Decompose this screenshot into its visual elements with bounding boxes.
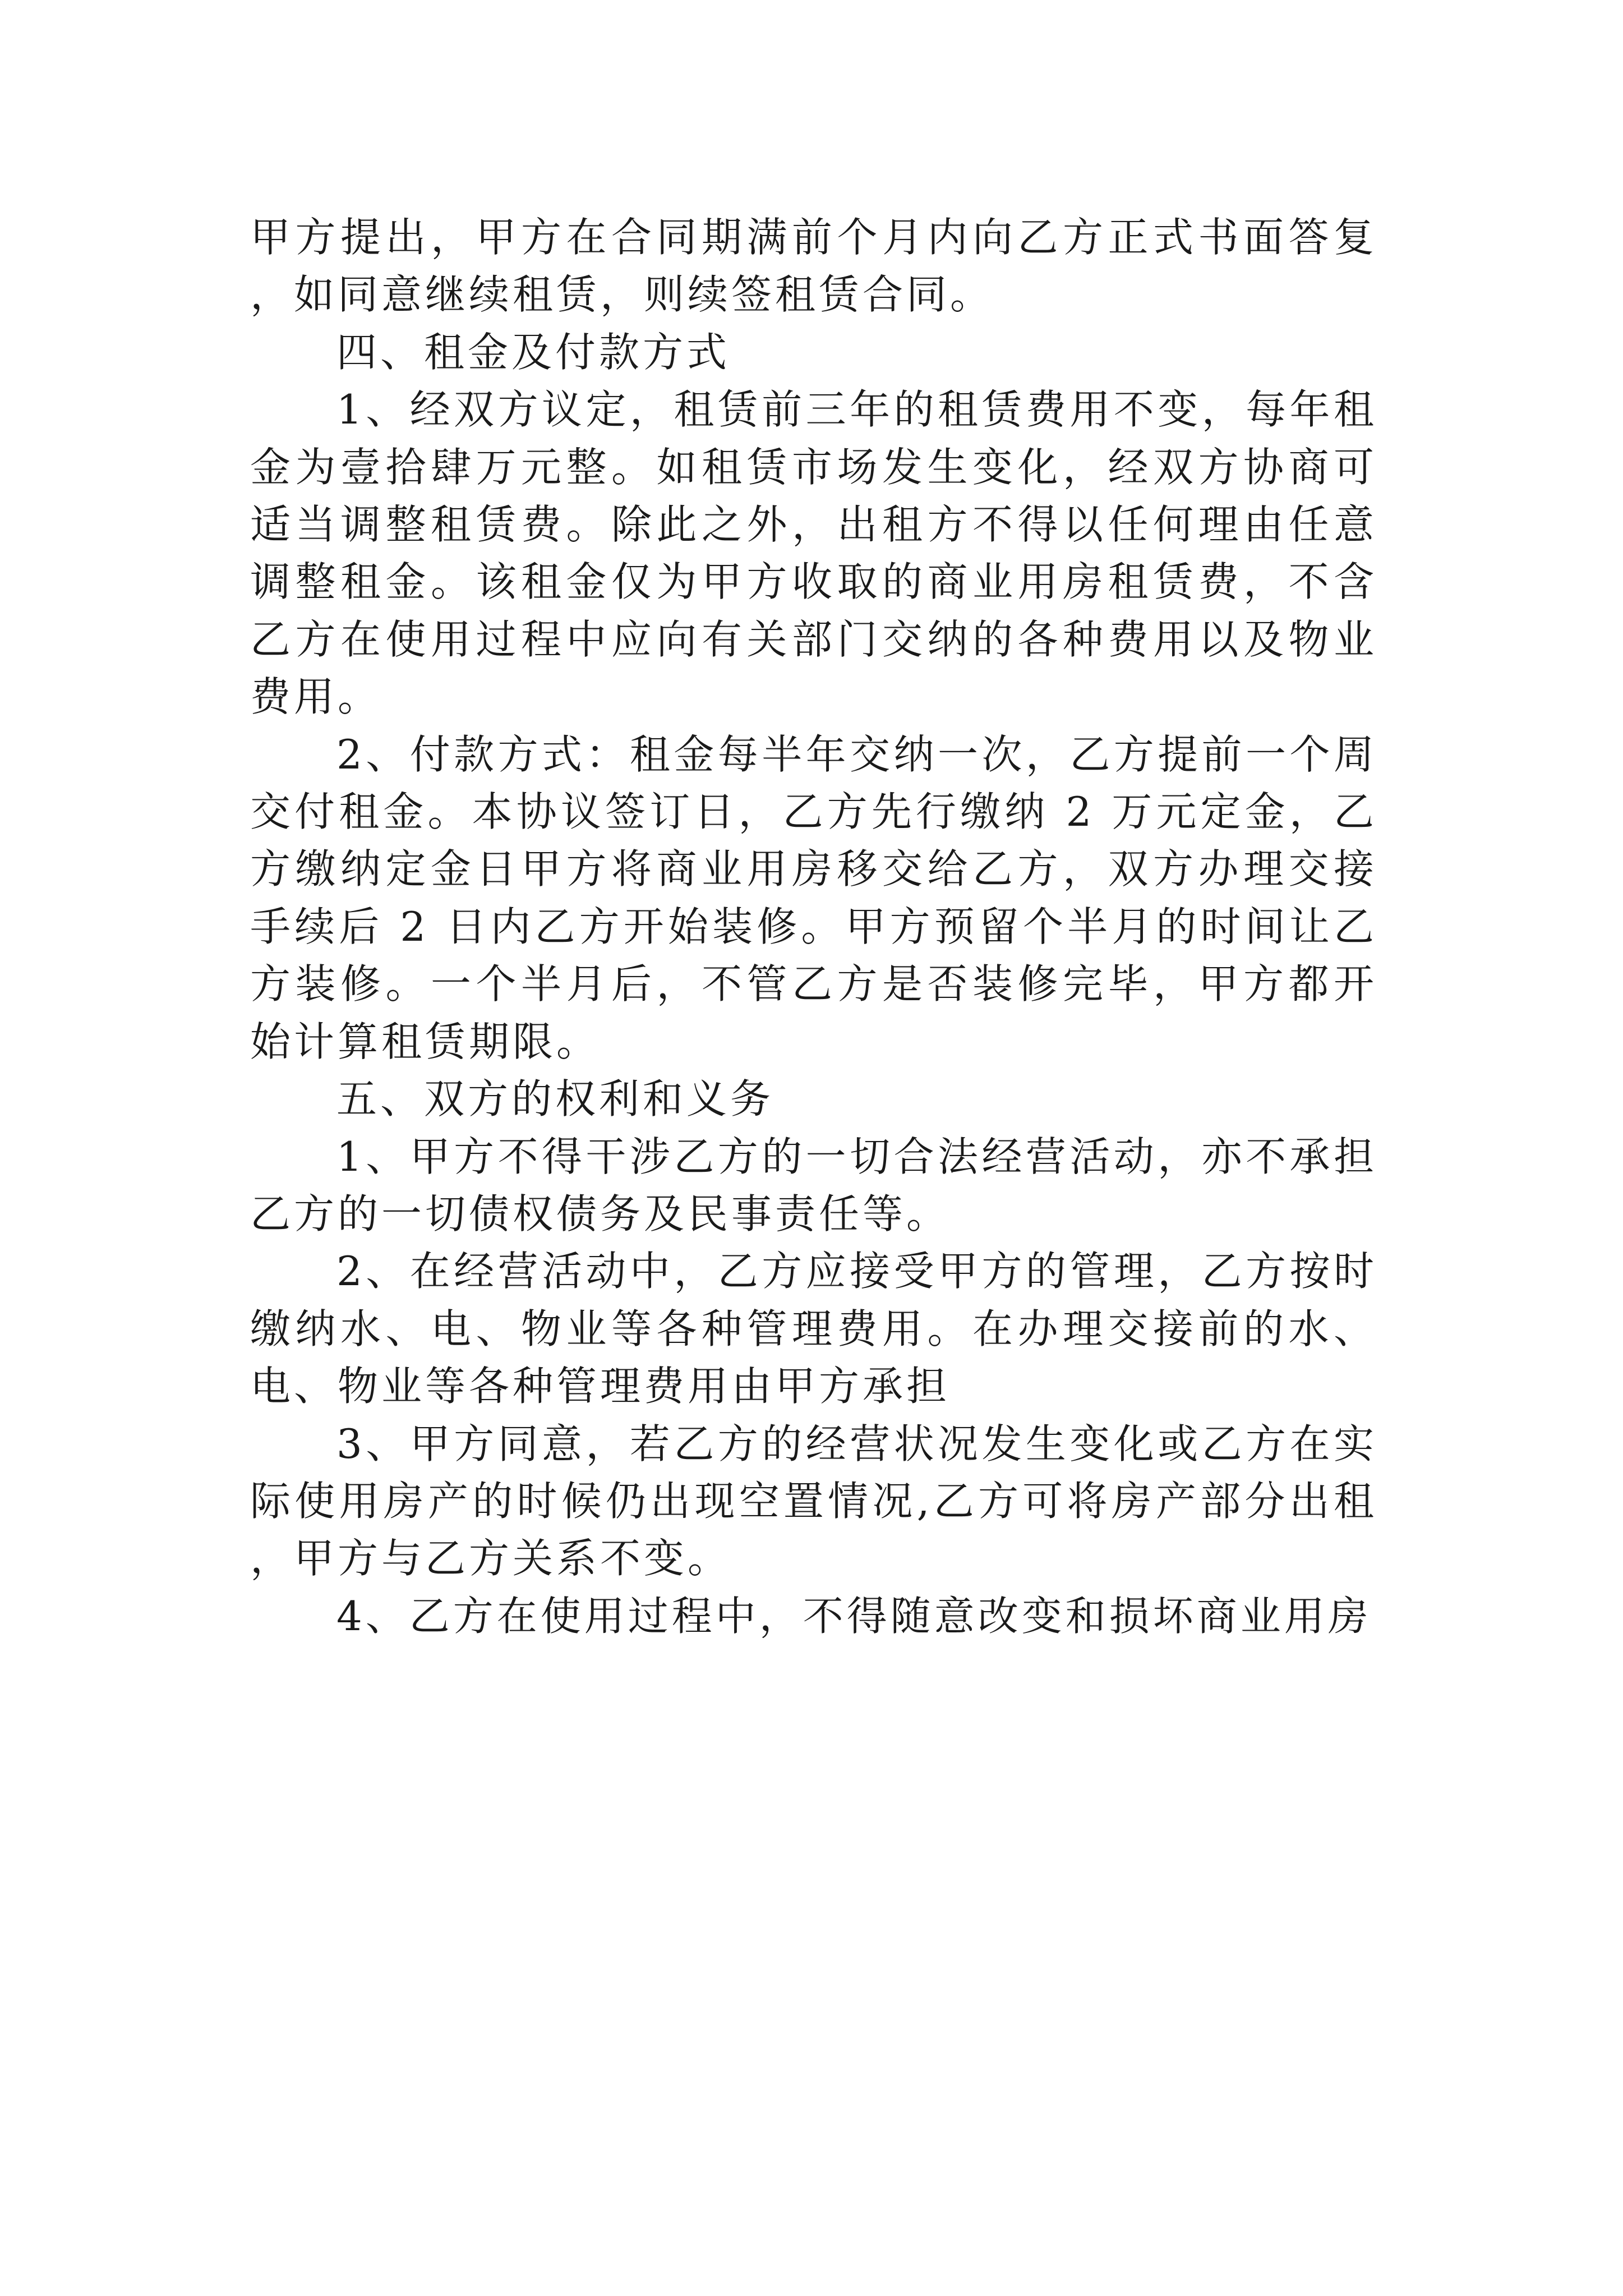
paragraph-renewal-reply: 甲方提出，甲方在合同期满前个月内向乙方正式书面答复，如同意继续租赁，则续签租赁合同。 <box>250 214 1377 319</box>
paragraph-no-interference: 1、甲方不得干涉乙方的一切合法经营活动，亦不承担乙方的一切债权债务及民事责任等。 <box>250 1133 1377 1237</box>
heading-rent-and-payment: 四、租金及付款方式 <box>336 328 731 376</box>
paragraph-payment-method: 2、付款方式：租金每半年交纳一次，乙方提前一个周交付租金。本协议签订日，乙方先行缴纳 2 万元定金，乙方缴纳定金日甲方将商业用房移交给乙方，双方办理交接手续后 2 日内乙方开始装修。甲方预留个半月的时间让乙方装修。一个半月后，不管乙方是否装修完毕，甲方都开始计算租赁期限。 <box>250 730 1377 1065</box>
paragraph-rent-amount: 1、经双方议定，租赁前三年的租赁费用不变，每年租金为壹拾肆万元整。如租赁市场发生变化，经双方协商可适当调整租赁费。除此之外，出租方不得以任何理由任意调整租金。该租金仅为甲方收取的商业用房租赁费，不含乙方在使用过程中应向有关部门交纳的各种费用以及物业费用。 <box>250 386 1377 721</box>
document-body <box>250 209 1377 1645</box>
heading-rights-and-obligations: 五、双方的权利和义务 <box>336 1075 774 1123</box>
paragraph-no-alteration: 4、乙方在使用过程中，不得随意改变和损坏商业用房 <box>336 1592 1372 1640</box>
paragraph-sublease: 3、甲方同意，若乙方的经营状况发生变化或乙方在实际使用房产的时候仍出现空置情况,乙方可将房产部分出租，甲方与乙方关系不变。 <box>250 1420 1377 1582</box>
paragraph-management-fees: 2、在经营活动中，乙方应接受甲方的管理，乙方按时缴纳水、电、物业等各种管理费用。在办理交接前的水、电、物业等各种管理费用由甲方承担 <box>250 1248 1377 1410</box>
